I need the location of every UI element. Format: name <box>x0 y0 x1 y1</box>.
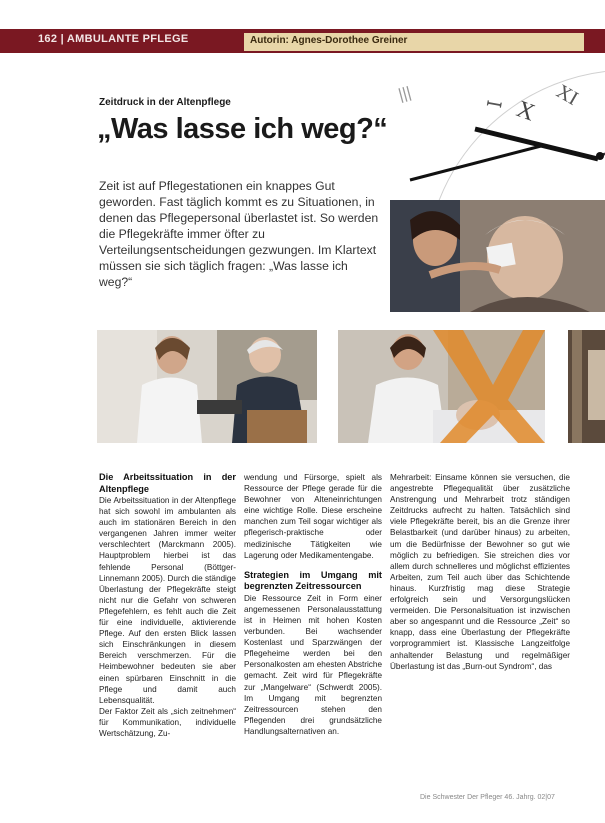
column-1-tail: Der Faktor Zeit als „sich zeitnehmen“ für Kommunikation, individuelle Wertschätzung, Zu- <box>99 706 236 738</box>
article-headline: „Was lasse ich weg?“ <box>97 113 388 145</box>
photo-edge-strip <box>568 330 605 443</box>
page-section-label: 162 | AMBULANTE PFLEGE <box>38 33 189 45</box>
svg-text:X: X <box>512 96 539 127</box>
column-1 <box>99 472 236 739</box>
section-heading-strategien: Strategien im Umgang mit begrenzten Zeitressourcen <box>244 569 382 592</box>
column-3 <box>390 472 570 672</box>
column-2-text-2: Die Ressource Zeit in Form einer angemessenen Personalausstattung ist in Heimen mit hohen Kosten verbunden. Bei wachsender Kostenlast und Sparzwängen der Pflegeheime werden bei den Personalkosten am ehesten Abstriche gemacht. Zeit wird für Pflegekräfte zur „Mangelware“ (Schwerdt 2005). Im Umgang mit begrenzten Zeitressourcen stehen den Pflegenden drei grundsätzliche Handlungsalternativen an. <box>244 593 382 736</box>
article-lead: Zeit ist auf Pflegestationen ein knappes Gut geworden. Fast täglich kommt es zu Situationen, in denen das Pflegepersonal überlastet ist. So werden die Pflegekräfte immer öfter zu Verteilungsentscheidungen gezwungen. Im Klartext müssen sie sich täglich fragen: „Was lasse ich weg?“ <box>99 179 379 289</box>
photo-caregiver-elder <box>390 200 605 312</box>
column-3-text: Mehrarbeit: Einsame können sie versuchen, die angestrebte Pflegequalität über zusätzliche Anstrengung und Mehrarbeit trotz ständigen Zeitdrucks aufrecht zu halten. Tatsächlich sind viele Pflegekräfte bereit, bis an die Grenze ihrer Belastbarkeit (und darüber hinaus) zu arbeiten, um die Bedürfnisse der Bewohner so gut wie möglich zu befriedigen. Sie streichen dies vor allem durch schnelleres und möglichst effizientes Arbeiten, zum Teil auch über das Schichtende hinaus. Kurzfristig mag diese Strategie erfolgreich sein und Versorgungslücken vermeiden. Die Personalsituation ist inzwischen aber so angespannt und die Ressource „Zeit“ so knapp, dass eine Überlastung der Pflegekräfte vorprogrammiert ist. Klassische Langzeitfolge anhaltender Belastung und regelmäßiger Überlastung ist das „Burn-out Syndrom“, das <box>390 473 570 671</box>
column-2-text: wendung und Fürsorge, spielt als Ressource der Pflege gerade für die Bewohner von Alteneinrichtungen eine wichtige Rolle. Diese erscheine manchen zum Teil sogar wichtiger als pflegerisch-praktische oder medizinische Tätigkeiten wie Lagerung oder Medikamentengabe. <box>244 473 382 560</box>
svg-text:ꟷ: ꟷ <box>484 93 504 118</box>
svg-text:XI: XI <box>552 80 582 110</box>
column-2 <box>244 472 382 737</box>
section-heading-arbeitssituation: Die Arbeitssituation in der Altenpflege <box>99 472 236 494</box>
photo-blood-pressure <box>97 330 317 443</box>
page-footer: Die Schwester Der Pfleger 46. Jahrg. 02|07 <box>420 794 555 801</box>
author-label: Autorin: Agnes-Dorothee Greiner <box>250 35 408 46</box>
photo-nurse-bedside <box>338 330 545 443</box>
column-1-text: Die Arbeitssituation in der Altenpflege hat sich sowohl im ambulanten als auch im stationären Bereich in den vergangenen Jahren immer weiter verschlechtert (Marckmann 2005). Hauptproblem hierbei ist das fehlende Personal (Böttger-Linnemann 2005). Durch die ständige Überlastung der Pflegekräfte steigt nicht nur die Gefahr von schweren Pflegefehlern, es fehlt auch die Zeit für eine individuelle, aktivierende Pflege. Auf den ersten Blick lassen sich Einschränkungen in diesem Bereich verschmerzen. Für die Heimbewohner bedeuten sie aber einen spürbaren Einschnitt in die Pflege und damit auch Lebensqualität. <box>99 496 236 705</box>
svg-text:|||: ||| <box>396 84 414 104</box>
article-kicker: Zeitdruck in der Altenpflege <box>99 97 231 108</box>
